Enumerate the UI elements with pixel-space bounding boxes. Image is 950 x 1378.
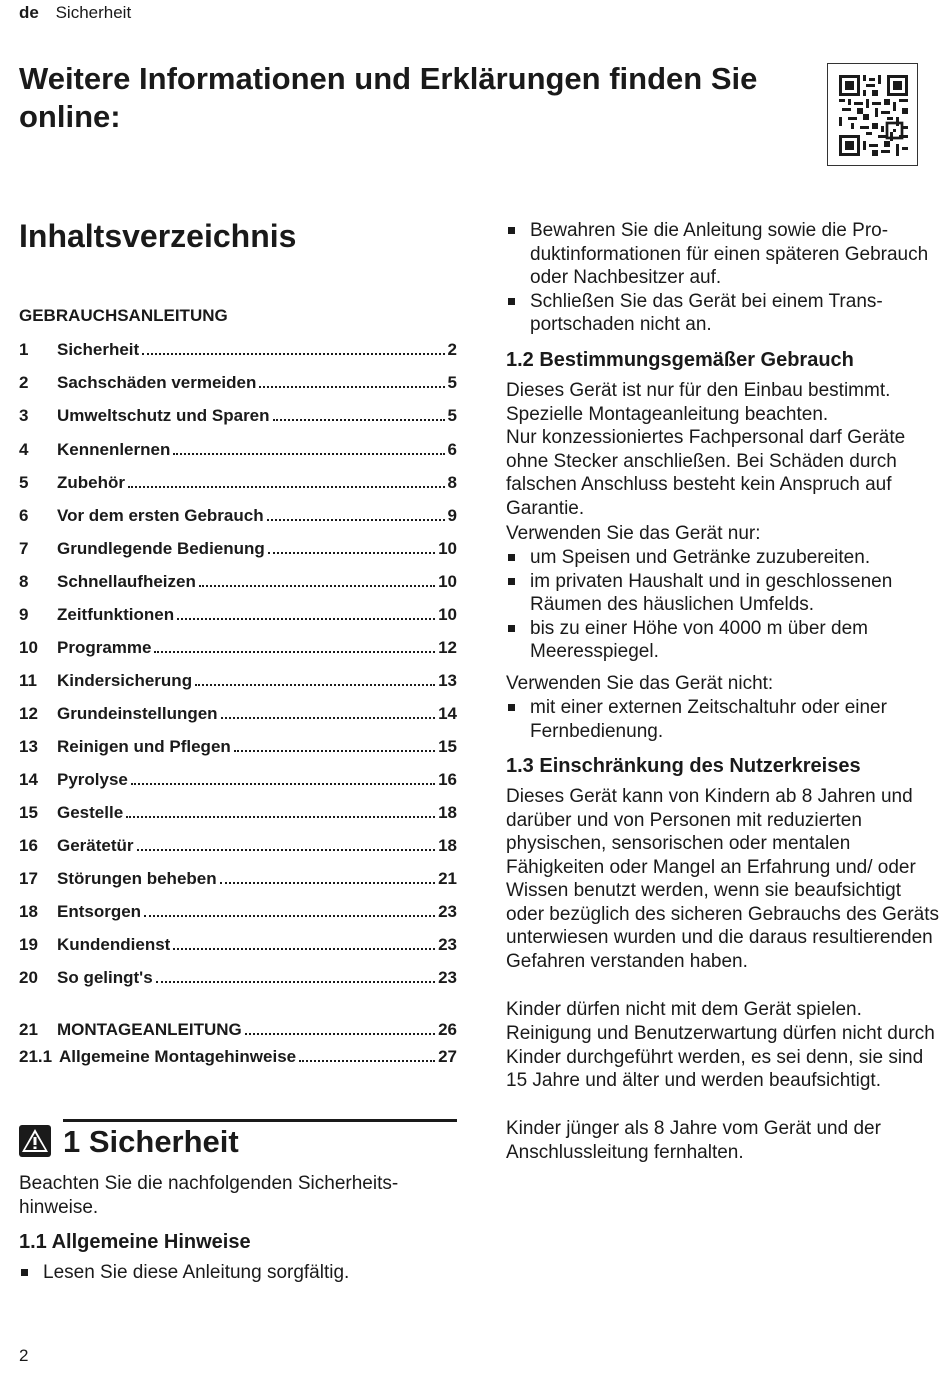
list-item: bis zu einer Höhe von 4000 m über dem Meeresspiegel.: [506, 617, 942, 664]
paragraph: Verwenden Sie das Gerät nur:: [506, 523, 761, 544]
bullet-list: [19, 1261, 457, 1285]
toc-entry[interactable]: 4 Kennenlernen 6: [19, 440, 457, 459]
paragraph: Nur konzessioniertes Fachpersonal darf Geräte ohne Stecker anschließen. Bei Schäden durch falschen Anschluss besteht kein Anspruch auf Garantie.: [506, 427, 906, 519]
toc-entry[interactable]: 16 Gerätetür 18: [19, 836, 457, 855]
bullet-list: [506, 219, 942, 337]
list-item: mit einer externen Zeitschaltuhr oder einer Fernbedienung.: [506, 696, 942, 743]
section-rule: [63, 1119, 457, 1122]
list-item: Lesen Sie diese Anleitung sorgfältig.: [19, 1261, 457, 1285]
paragraph: Verwenden Sie das Gerät nicht:: [506, 673, 774, 694]
toc-entry[interactable]: 21.1 Allgemeine Montagehinweise 27: [19, 1047, 457, 1066]
toc-entry[interactable]: 19 Kundendienst 23: [19, 935, 457, 954]
online-info-title: Weitere Informationen und Erklärungen finden Sie online:: [19, 61, 758, 134]
toc-entry[interactable]: 3 Umweltschutz und Sparen 5: [19, 406, 457, 425]
header-section: Sicherheit: [55, 3, 132, 22]
toc-entry[interactable]: 17 Störungen beheben 21: [19, 869, 457, 888]
subsection-title: 1.1 Allgemeine Hinweise: [19, 1231, 251, 1253]
paragraph: Kinder dürfen nicht mit dem Gerät spielen.: [506, 999, 862, 1020]
section-intro: Beachten Sie die nachfolgenden Sicherheitshinweise.: [19, 1173, 399, 1218]
bullet-list: [506, 696, 942, 743]
bullet-list: [506, 546, 942, 664]
toc-entry[interactable]: 10 Programme 12: [19, 638, 457, 657]
toc-title: Inhaltsverzeichnis: [19, 218, 297, 254]
toc-entry[interactable]: 15 Gestelle 18: [19, 803, 457, 822]
toc-entry[interactable]: 20 So gelingt's 23: [19, 968, 457, 987]
toc-entry[interactable]: 11 Kindersicherung 13: [19, 671, 457, 690]
toc-entry[interactable]: 6 Vor dem ersten Gebrauch 9: [19, 506, 457, 525]
paragraph: Kinder jünger als 8 Jahre vom Gerät und der Anschlussleitung fernhalten.: [506, 1118, 881, 1163]
toc-entry[interactable]: 8 Schnellaufheizen 10: [19, 572, 457, 591]
list-item: im privaten Haushalt und in geschlossenen Räumen des häuslichen Umfelds.: [506, 570, 942, 617]
qr-code-icon[interactable]: [827, 63, 918, 166]
list-item: um Speisen und Getränke zuzubereiten.: [506, 546, 942, 570]
list-item: Schließen Sie das Gerät bei einem Transportschaden nicht an.: [506, 290, 942, 337]
toc-entry[interactable]: 2 Sachschäden vermeiden 5: [19, 373, 457, 392]
toc-entry[interactable]: 5 Zubehör 8: [19, 473, 457, 492]
page-header: [19, 3, 131, 23]
subsection-title: 1.3 Einschränkung des Nutzerkreises: [506, 755, 861, 777]
subsection-title: 1.2 Bestimmungsgemäßer Gebrauch: [506, 349, 854, 371]
toc-entry[interactable]: 7 Grundlegende Bedienung 10: [19, 539, 457, 558]
toc-entry[interactable]: 12 Grundeinstellungen 14: [19, 704, 457, 723]
toc-section-label: GEBRAUCHSANLEITUNG: [19, 306, 228, 325]
paragraph: Reinigung und Benutzerwartung dürfen nicht durch Kinder durchgeführt werden, es sei denn, sie sind 15 Jahre und älter und werden beaufsichtigt.: [506, 1023, 935, 1091]
toc-entry[interactable]: 1 Sicherheit 2: [19, 340, 457, 359]
toc-entry[interactable]: 9 Zeitfunktionen 10: [19, 605, 457, 624]
toc-entry[interactable]: 13 Reinigen und Pflegen 15: [19, 737, 457, 756]
toc-entry[interactable]: 14 Pyrolyse 16: [19, 770, 457, 789]
page-number: 2: [19, 1346, 29, 1365]
toc-entry[interactable]: 21 MONTAGEANLEITUNG 26: [19, 1020, 457, 1039]
warning-icon: [19, 1125, 51, 1157]
section-title: 1 Sicherheit: [63, 1124, 239, 1159]
list-item: Bewahren Sie die Anleitung sowie die Produktinformationen für einen späteren Gebrauch oder Nachbesitzer auf.: [506, 219, 942, 290]
language-code: de: [19, 3, 39, 22]
paragraph: Dieses Gerät ist nur für den Einbau bestimmt. Spezielle Montageanleitung beachten.: [506, 380, 891, 425]
toc-entry[interactable]: 18 Entsorgen 23: [19, 902, 457, 921]
paragraph: Dieses Gerät kann von Kindern ab 8 Jahren und darüber und von Personen mit reduzierten physischen, sensorischen oder mentalen Fähigkeiten oder Mangel an Erfahrung und/ oder Wissen benutzt werden, wenn sie beaufsichtigt oder bezüglich des sicheren Gebrauchs des Geräts unterwiesen wurden und die daraus resultierenden Gefahren verstanden haben.: [506, 786, 940, 972]
